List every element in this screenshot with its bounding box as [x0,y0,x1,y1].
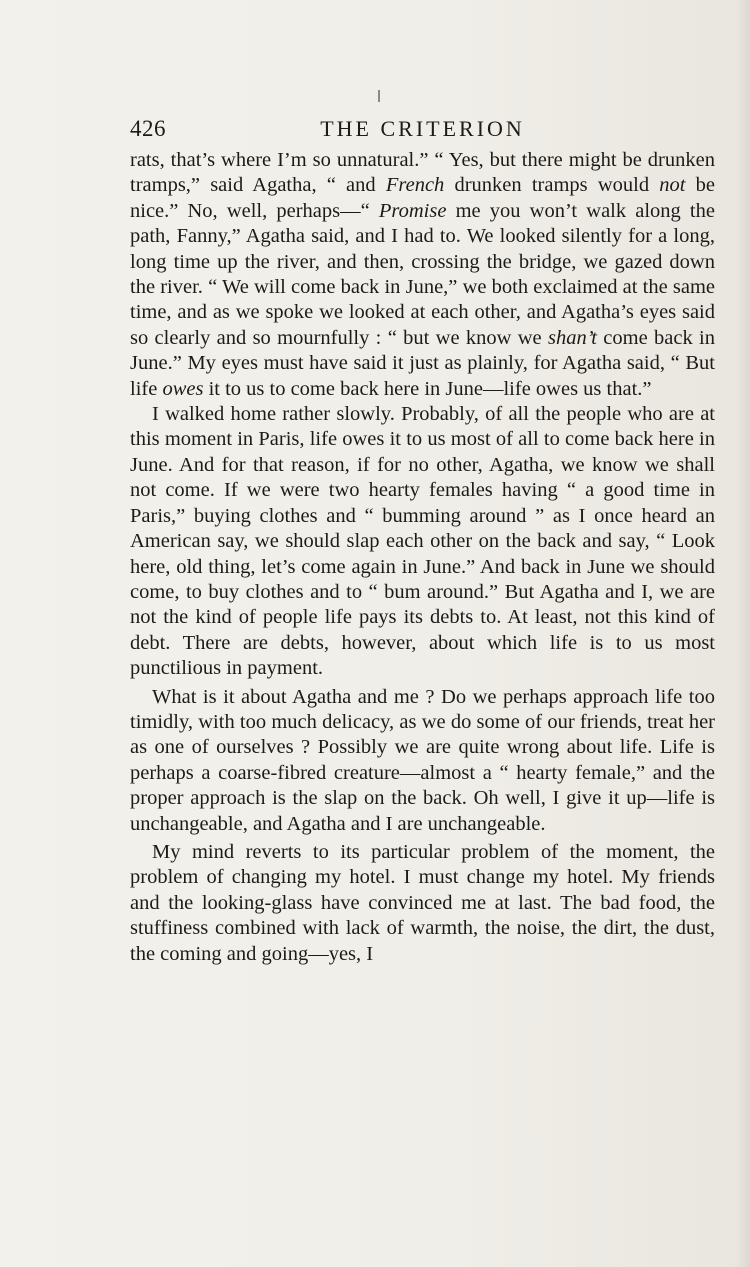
italic-text: shan’t [547,326,597,349]
text-run: rats, that’s where I’m so unnatural.” “ Yes, but there might be drunken tramps,” said Agatha, “ and [130,149,715,197]
text-run: I walked home rather slowly. Probably, of all the people who are at this moment in Paris, life owes it to us most of all to come back here in June. And for that reason, if for no other, Agatha, we know we shall not come. If we were two hearty females having “ a good time in Paris,” buying clothes and “ bumming around ” as I once heard an American say, we should slap each other on the back and say, “ Look here, old thing, let’s come again in June.” And back in June we should come, to buy clothes and to “ bum around.” But Agatha and I, we are not the kind of people life pays its debts to. At least, not this kind of debt. There are debts, however, about which life is to us most punctilious in payment. [130,403,715,680]
page-edge-shadow [736,0,750,1267]
text-run: come back in June.” My eyes must have said it just as plainly, for Agatha said, “ But life [130,326,715,400]
paragraph-1 [130,148,715,402]
italic-text: Promise [378,199,447,222]
italic-text: French [385,174,445,197]
text-run: drunken tramps would [444,174,660,197]
italic-text: not [659,174,686,197]
text-run: What is it about Agatha and me ? Do we perhaps approach life too timidly, with too much delicacy, as we do some of our friends, treat her as one of ourselves ? Possibly we are quite wrong about life. Life is perhaps a coarse-fibred creature—almost a “ hearty female,” and the proper approach is the slap on the back. Oh well, I give it up—life is unchangeable, and Agatha and I are unchangeable. [130,685,715,835]
paragraph-4 [130,840,715,967]
paragraph-3 [130,685,715,837]
page-number: 426 [130,116,166,141]
text-run: be nice.” No, well, perhaps—“ [130,174,715,222]
body-text [130,148,715,967]
paragraph-2 [130,402,715,681]
italic-text: owes [162,377,204,400]
text-run: My mind reverts to its particular problem of the moment, the problem of changing my hotel. I must change my hotel. My friends and the looking-glass have convinced me at last. The bad food, the stuffiness combined with lack of warmth, the noise, the dirt, the dust, the coming and going—yes, I [130,840,715,965]
text-run: it to us to come back here in June—life owes us that.” [203,377,652,400]
running-header [130,114,715,144]
running-title: THE CRITERION [320,116,525,141]
pen-mark [378,90,380,102]
text-run: me you won’t walk along the path, Fanny,” Agatha said, and I had to. We looked silently for a long, long time up the river, and then, crossing the bridge, we gazed down the river. “ We will come back in June,” we both exclaimed at the same time, and as we spoke we looked at each other, and Agatha’s eyes said so clearly and so mournfully : “ but we know we [130,199,715,349]
